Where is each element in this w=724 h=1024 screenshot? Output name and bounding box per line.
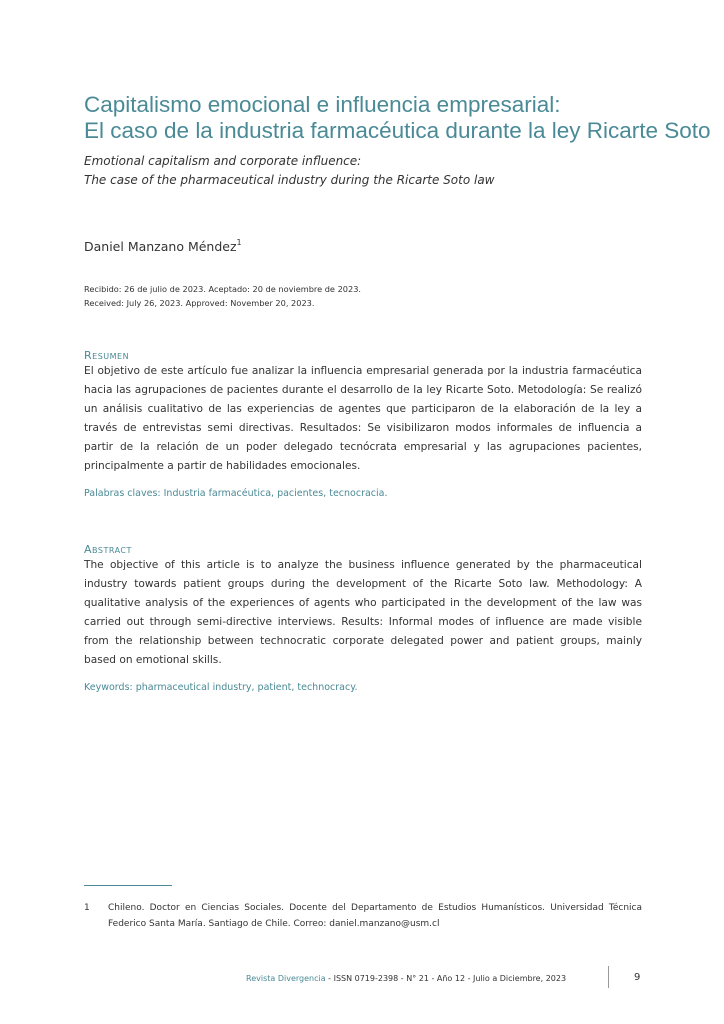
resumen-body: El objetivo de este artículo fue analizar la influencia empresarial generada por la industria farmacéutica hacia las agrupaciones de pacientes durante el desarrollo de la ley Ricarte Soto. Metodología: Se realizó un análisis cualitativo de las experiencias de agentes que participaron de la elaboración de la ley a través de entrevistas semi directivas. Resultados: Se visibilizaron modos informales de influencia a partir de la relación de un poder delegado tecnócrata empresarial y las agrupaciones pacientes, principalmente a partir de habilidades emocionales. <box>84 365 642 473</box>
abstract-body: The objective of this article is to analyze the business influence generated by the pharmaceutical industry towards patient groups during the development of the Ricarte Soto law. Methodology: A qualitative analysis of the experiences of agents who participated in the development of the law was carried out through semi-directive interviews. Results: Informal modes of influence are made visible from the relationship between technocratic corporate delegated power and patient groups, mainly based on emotional skills. <box>84 559 642 667</box>
footnote-number: 1 <box>84 903 90 913</box>
received-approved-english: Received: July 26, 2023. Approved: November 20, 2023. <box>84 298 315 308</box>
page-number: 9 <box>634 972 641 983</box>
author-footnote-marker: 1 <box>236 238 242 247</box>
footer-divider <box>608 966 609 988</box>
footnote-text: Chileno. Doctor en Ciencias Sociales. Docente del Departamento de Estudios Humanísticos. Universidad Técnica Federico Santa María. Santiago de Chile. Correo: daniel.manzano@usm.cl <box>108 903 642 929</box>
article-subtitle-line-1: Emotional capitalism and corporate influence: <box>84 154 362 168</box>
resumen-heading: Resumen <box>84 349 130 362</box>
article-title-line-1: Capitalismo emocional e influencia empresarial: <box>84 92 561 117</box>
abstract-heading: Abstract <box>84 543 132 556</box>
page-footer <box>246 974 566 983</box>
author-name-text: Daniel Manzano Méndez <box>84 239 237 254</box>
footnote-separator <box>84 885 172 886</box>
author-name <box>84 238 242 254</box>
article-title-line-2: El caso de la industria farmacéutica durante la ley Ricarte Soto <box>84 118 711 143</box>
received-accepted-spanish: Recibido: 26 de julio de 2023. Aceptado: 20 de noviembre de 2023. <box>84 284 362 294</box>
footer-issue-details: - ISSN 0719-2398 - N° 21 - Año 12 - Julio a Diciembre, 2023 <box>325 974 567 983</box>
footer-journal-name: Revista Divergencia <box>246 974 326 983</box>
resumen-keywords: Palabras claves: Industria farmacéutica, pacientes, tecnocracia. <box>84 488 388 499</box>
article-subtitle-line-2: The case of the pharmaceutical industry during the Ricarte Soto law <box>84 173 495 187</box>
abstract-keywords: Keywords: pharmaceutical industry, patient, technocracy. <box>84 682 358 693</box>
